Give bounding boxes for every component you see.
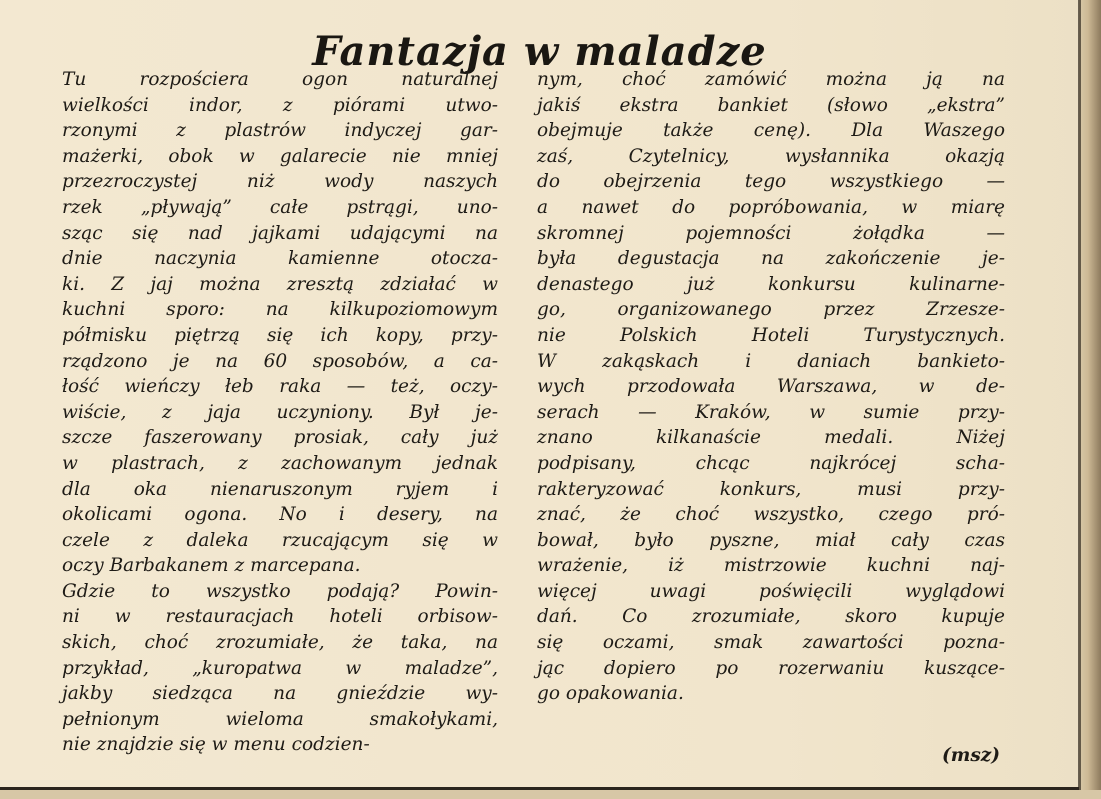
article-right-line: była degustacja na zakończenie je- [537, 248, 1005, 270]
article-left-line: Gdzie to wszystko podają? Powin- [62, 580, 498, 602]
article-left-line: wielkości indor, z piórami utwo- [62, 94, 498, 116]
article-left-line: dla oka nienaruszonym ryjem i [62, 478, 498, 500]
article-right-line: dań. Co zrozumiałe, skoro kupuje [537, 606, 1005, 628]
article-left-line: oczy Barbakanem z marcepana. [62, 555, 361, 577]
article-right-line: skromnej pojemności żołądka — [537, 222, 1005, 244]
article-column-left [62, 67, 498, 758]
article-left-line: rzek „pływają” całe pstrągi, uno- [62, 196, 498, 218]
page-right-edge [1079, 0, 1101, 799]
article-left-line: przezroczystej niż wody naszych [62, 171, 498, 193]
article-left-line: okolicami ogona. No i desery, na [62, 504, 498, 526]
article-right-line: znać, że choć wszystko, czego pró- [537, 504, 1005, 526]
article-left-line: w plastrach, z zachowanym jednak [62, 452, 498, 474]
article-right-line: zaś, Czytelnicy, wysłannika okazją [537, 145, 1005, 167]
article-title: Fantazja w maladze [312, 27, 767, 75]
article-right-line: go, organizowanego przez Zrzesze- [537, 299, 1005, 321]
article-left-line: łość wieńczy łeb raka — też, oczy- [62, 376, 498, 398]
article-left-line: ki. Z jaj można zresztą zdziałać w [62, 273, 498, 295]
article-left-line: półmisku piętrzą się ich kopy, przy- [62, 324, 498, 346]
column-rule-vertical [1078, 0, 1081, 799]
article-left-line: przykład, „kuropatwa w maladze”, [62, 657, 498, 679]
article-left-line: jakby siedząca na gnieździe wy- [62, 683, 498, 705]
article-column-right [537, 67, 1005, 707]
article-left-line: ni w restauracjach hoteli orbisow- [62, 606, 498, 628]
article-right-line: obejmuje także cenę). Dla Waszego [537, 120, 1005, 142]
article-right-line: znano kilkanaście medali. Niżej [537, 427, 1005, 449]
article-left-line: wiście, z jaja uczyniony. Był je- [62, 401, 498, 423]
article-right-line: nym, choć zamówić można ją na [537, 69, 1005, 90]
article-right-line: serach — Kraków, w sumie przy- [537, 401, 1005, 423]
article-left-line: dnie naczynia kamienne otocza- [62, 248, 498, 270]
article-right-line: jakiś ekstra bankiet (słowo „ekstra” [537, 94, 1005, 116]
article-left-line: mażerki, obok w galarecie nie mniej [62, 145, 498, 167]
article-right-line: do obejrzenia tego wszystkiego — [537, 171, 1005, 193]
article-right-line: nie Polskich Hoteli Turystycznych. [537, 324, 1005, 346]
article-right-line: bował, było pyszne, miał cały czas [537, 529, 1005, 551]
article-right-line: a nawet do popróbowania, w miarę [537, 196, 1005, 218]
article-left-line: czele z daleka rzucającym się w [62, 529, 498, 551]
article-right-line: denastego już konkursu kulinarne- [537, 273, 1005, 295]
article-left-line: rzonymi z plastrów indyczej gar- [62, 120, 498, 142]
article-left-line: Tu rozpościera ogon naturalnej [62, 69, 498, 90]
article-right-line: W zakąskach i daniach bankieto- [537, 350, 1005, 372]
article-right-line: wrażenie, iż mistrzowie kuchni naj- [537, 555, 1005, 577]
article-left-line: rządzono je na 60 sposobów, a ca- [62, 350, 498, 372]
article-right-line: wych przodowała Warszawa, w de- [537, 376, 1005, 398]
article-right-line: podpisany, chcąc najkrócej scha- [537, 452, 1005, 474]
article-right-line: rakteryzować konkurs, musi przy- [537, 478, 1005, 500]
article-left-line: szcze faszerowany prosiak, cały już [62, 427, 498, 449]
article-right-line: się oczami, smak zawartości pozna- [537, 632, 1005, 654]
article-left-line: sząc się nad jajkami udającymi na [62, 222, 498, 244]
article-left-line: skich, choć zrozumiałe, że taka, na [62, 632, 498, 654]
article-signature: (msz) [941, 745, 1000, 766]
page-bottom-strip [0, 790, 1101, 799]
article-right-line: go opakowania. [537, 683, 684, 705]
article-left-line: kuchni sporo: na kilkupoziomowym [62, 299, 498, 321]
article-left-line: pełnionym wieloma smakołykami, [62, 708, 498, 730]
article-right-line: więcej uwagi poświęcili wyglądowi [537, 580, 1005, 602]
article-right-line: jąc dopiero po rozerwaniu kuszące- [537, 657, 1005, 679]
article-left-line: nie znajdzie się w menu codzien- [62, 734, 370, 756]
